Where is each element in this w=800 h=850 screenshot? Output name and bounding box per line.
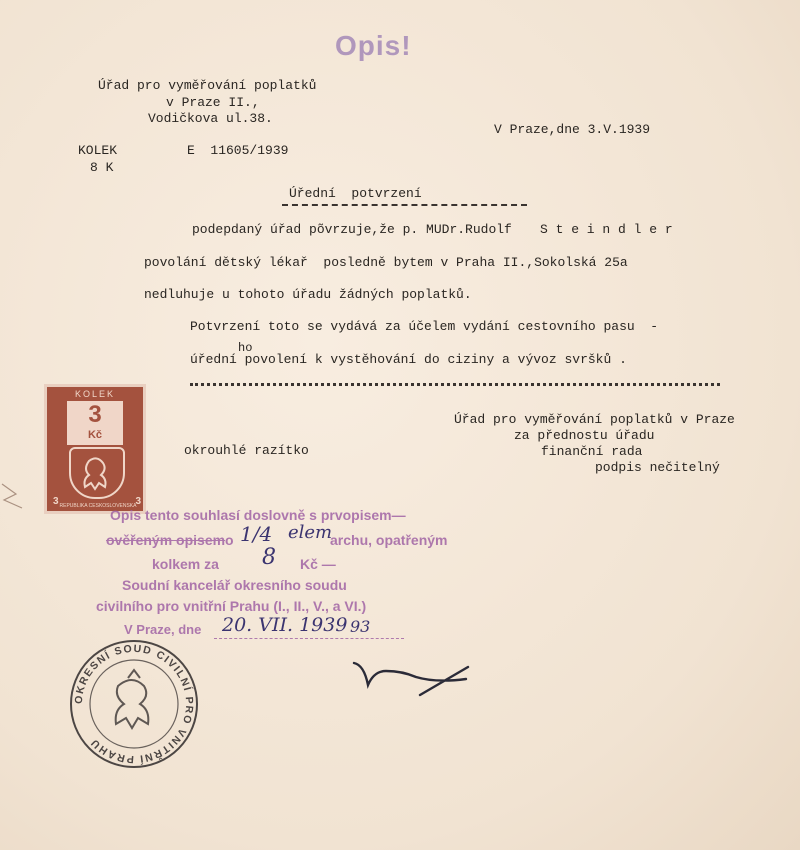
cert-date-underline — [214, 638, 404, 639]
document-heading: Úřední potvrzení — [289, 186, 422, 201]
body-name: S t e i n d l e r — [540, 222, 673, 237]
signatory-line-2: za přednostu úřadu — [514, 428, 655, 443]
cert-hand-date: 20. VII. 1939 — [222, 614, 348, 636]
reference-number: E 11605/1939 — [187, 143, 289, 158]
revenue-stamp-corner: 3 — [135, 496, 141, 507]
lion-emblem-icon — [116, 670, 149, 728]
heading-underline — [282, 204, 527, 206]
revenue-stamp-value: 3 — [88, 401, 102, 428]
office-line-3: Vodičkova ul.38. — [148, 111, 273, 126]
cert-line-2b: o — [225, 532, 234, 548]
cert-hand-amount: 8 — [262, 545, 276, 570]
revenue-stamp-top: KOLEK — [74, 389, 115, 399]
signatory-line-4: podpis nečitelný — [595, 460, 720, 475]
lion-emblem-icon — [69, 447, 125, 499]
office-line-1: Úřad pro vyměřování poplatků — [98, 78, 317, 93]
signatory-line-3: finanční rada — [541, 444, 643, 459]
cert-hand-sheets: 1/4 — [240, 522, 273, 546]
revenue-stamp — [44, 384, 146, 514]
cert-line-3b: Kč — — [300, 556, 336, 572]
body-line-2: povolání dětský lékař posledně bytem v Praha II.,Sokolská 25a — [144, 255, 628, 270]
revenue-stamp-currency: Kč — [87, 429, 103, 441]
signature-icon — [350, 655, 470, 700]
cert-hand-seq: 93 — [350, 617, 371, 636]
revenue-stamp-side-text: REPUBLIKA ČESKOSLOVENSKÁ — [59, 503, 137, 509]
dotted-separator — [190, 383, 720, 386]
body-superscript: ho — [238, 341, 253, 355]
cert-line-4: Soudní kancelář okresního soudu — [122, 577, 347, 593]
cert-line-2c: archu, opatřeným — [330, 532, 448, 548]
revenue-stamp-corner: 3 — [53, 496, 59, 507]
seal-note: okrouhlé razítko — [184, 443, 309, 458]
svg-text:OKRESNÍ SOUD CIVILNÍ PRO VNITŘ — [73, 643, 195, 766]
cert-line-2a: ověřeným opisem — [106, 532, 226, 548]
cert-hand-word: elem — [288, 522, 333, 543]
body-line-1: podepdaný úřad põvrzuje,že p. MUDr.Rudolf — [192, 222, 512, 237]
round-seal-text: OKRESNÍ SOUD CIVILNÍ PRO VNITŘNÍ PRAHU — [72, 642, 196, 766]
signatory-line-1: Úřad pro vyměřování poplatků v Praze — [454, 412, 735, 427]
kolek-amount: 8 K — [90, 160, 114, 175]
copy-stamp: Opis! — [335, 30, 412, 61]
place-date: V Praze,dne 3.V.1939 — [494, 122, 651, 137]
tear-mark-icon — [0, 480, 30, 510]
round-court-seal — [68, 638, 200, 770]
cert-line-3a: kolkem za — [152, 556, 219, 572]
body-line-3: nedluhuje u tohoto úřadu žádných poplatků. — [144, 287, 472, 302]
cert-line-6a: V Praze, dne — [124, 622, 202, 637]
body-line-5: úřední povolení k vystěhování do ciziny a vývoz svršků . — [190, 352, 627, 367]
office-line-2: v Praze II., — [166, 95, 260, 110]
kolek-label: KOLEK — [78, 143, 118, 158]
cert-line-5: civilního pro vnitřní Prahu (I., II., V., a VI.) — [96, 598, 367, 614]
body-line-4: Potvrzení toto se vydává za účelem vydání cestovního pasu - — [190, 319, 659, 334]
cert-line-1: Opis tento souhlasí doslovně s prvopisem— — [110, 507, 406, 523]
